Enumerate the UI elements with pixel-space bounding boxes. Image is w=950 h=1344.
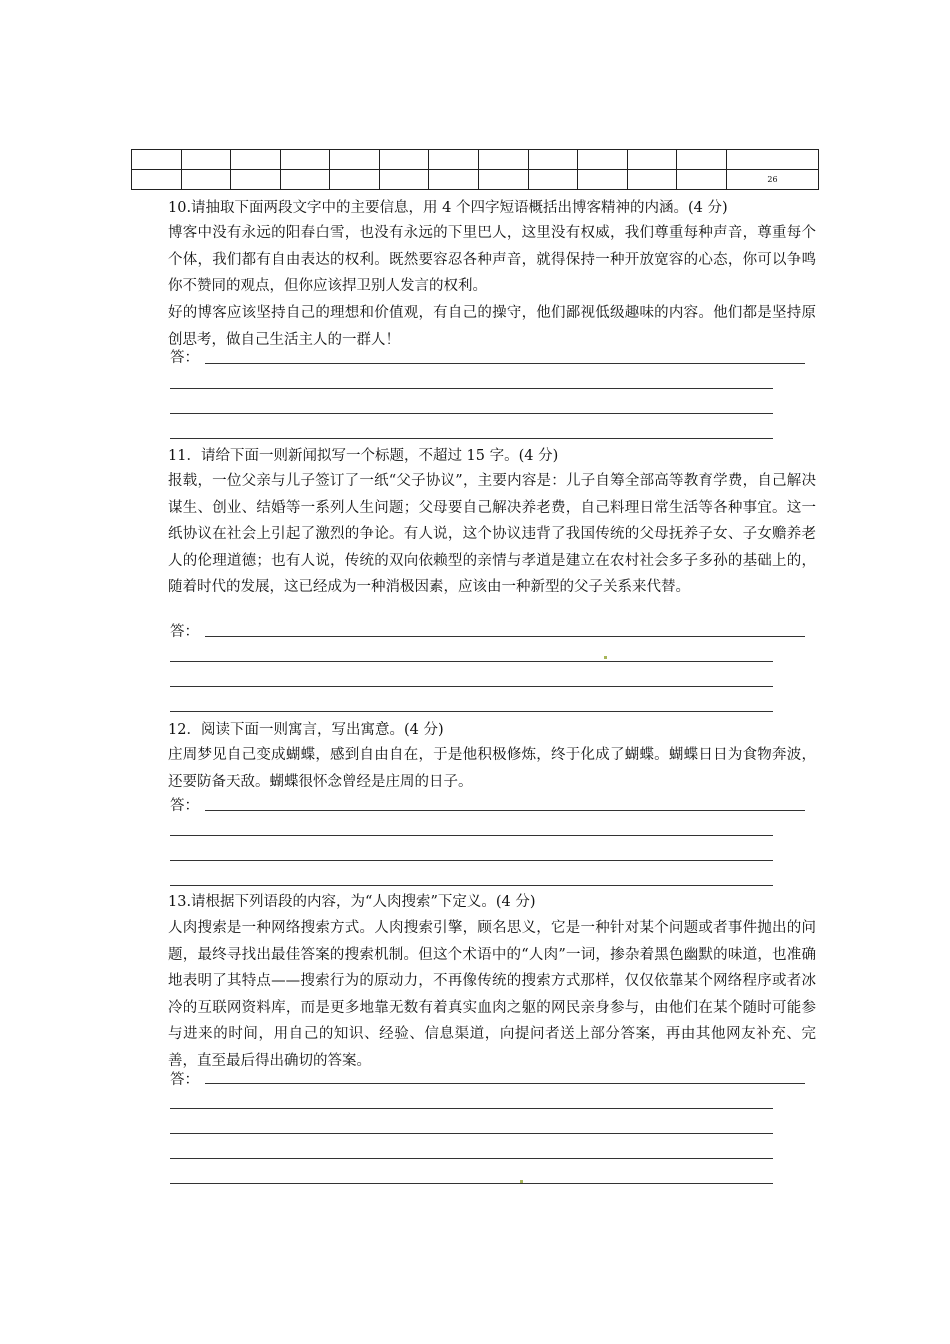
grid-row [132, 170, 819, 190]
grid-cell [528, 150, 578, 170]
speck-mark [520, 1180, 523, 1183]
grid-cell [479, 150, 529, 170]
grid-cell [181, 150, 231, 170]
grid-cell [280, 150, 330, 170]
answer-line[interactable] [170, 1158, 773, 1159]
grid-cell [677, 170, 727, 190]
answer-line[interactable] [170, 1133, 773, 1134]
question-13-answer-label: 答： [170, 1072, 199, 1088]
grid-cell [330, 170, 380, 190]
question-11-heading: 11．请给下面一则新闻拟写一个标题，不超过 15 字。(4 分) [168, 448, 559, 464]
grid-cell [528, 170, 578, 190]
grid-cell [578, 150, 628, 170]
answer-line[interactable] [205, 810, 805, 811]
grid-cell [727, 150, 819, 170]
answer-line[interactable] [205, 1083, 805, 1084]
grid-cell [181, 170, 231, 190]
question-10-paragraph-1: 博客中没有永远的阳春白雪，也没有永远的下里巴人，这里没有权威，我们尊重每种声音，尊重每个个体，我们都有自由表达的权利。既然要容忍各种声音，就得保持一种开放宽容的心态，你可以争鸣你不赞同的观点，但你应该捍卫别人发言的权利。 [168, 225, 816, 294]
question-12-paragraph: 庄周梦见自己变成蝴蝶，感到自由自在，于是他积极修炼，终于化成了蝴蝶。蝴蝶日日为食物奔波，还要防备天敌。蝴蝶很怀念曾经是庄周的日子。 [168, 747, 816, 790]
grid-cell [479, 170, 529, 190]
answer-line[interactable] [170, 860, 773, 861]
grid-cell [429, 170, 479, 190]
answer-line[interactable] [170, 1183, 773, 1184]
answer-line[interactable] [170, 686, 773, 687]
grid-cell [330, 150, 380, 170]
answer-line[interactable] [170, 413, 773, 414]
answer-line[interactable] [170, 388, 773, 389]
grid-cell [231, 150, 281, 170]
answer-line[interactable] [170, 1108, 773, 1109]
question-12-answer-label: 答： [170, 798, 199, 814]
answer-line[interactable] [205, 363, 805, 364]
grid-cell [627, 150, 677, 170]
grid-cell [379, 170, 429, 190]
answer-line[interactable] [170, 885, 773, 886]
question-13-heading: 13.请根据下列语段的内容，为“人肉搜索”下定义。(4 分) [168, 894, 536, 910]
question-12-heading: 12．阅读下面一则寓言，写出寓意。(4 分) [168, 722, 444, 738]
answer-line[interactable] [170, 661, 773, 662]
question-10-answer-label: 答： [170, 350, 199, 366]
question-11-answer-label: 答： [170, 624, 199, 640]
answer-grid-table [131, 149, 819, 190]
grid-cell [578, 170, 628, 190]
question-13-paragraph: 人肉搜索是一种网络搜索方式。人肉搜索引擎，顾名思义，它是一种针对某个问题或者事件抛出的问题，最终寻找出最佳答案的搜索机制。但这个术语中的“人肉”一词，掺杂着黑色幽默的味道，也准确地表明了其特点——搜索行为的原动力，不再像传统的搜索方式那样，仅仅依靠某个网络程序或者冰冷的互联网资料库，而是更多地靠无数有着真实血肉之躯的网民亲身参与，由他们在某个随时可能参与进来的时间，用自己的知识、经验、信息渠道，向提问者送上部分答案，再由其他网友补充、完善，直至最后得出确切的答案。 [168, 920, 816, 1069]
grid-cell [677, 150, 727, 170]
answer-line[interactable] [205, 636, 805, 637]
answer-line[interactable] [170, 438, 773, 439]
grid-cell [429, 150, 479, 170]
grid-cell [132, 170, 182, 190]
grid-cell [379, 150, 429, 170]
grid-cell [132, 150, 182, 170]
answer-line[interactable] [170, 711, 773, 712]
question-10-paragraph-2: 好的博客应该坚持自己的理想和价值观，有自己的操守，他们鄙视低级趣味的内容。他们都是坚持原创思考，做自己生活主人的一群人！ [168, 305, 816, 348]
grid-row [132, 150, 819, 170]
question-11-paragraph: 报载，一位父亲与儿子签订了一纸“父子协议”，主要内容是：儿子自筹全部高等教育学费，自己解决谋生、创业、结婚等一系列人生问题；父母要自己解决养老费，自己料理日常生活等各种事宜。这一纸协议在社会上引起了激烈的争论。有人说，这个协议违背了我国传统的父母抚养子女、子女赡养老人的伦理道德；也有人说，传统的双向依赖型的亲情与孝道是建立在农村社会多子多孙的基础上的，随着时代的发展，这已经成为一种消极因素，应该由一种新型的父子关系来代替。 [168, 473, 816, 595]
answer-line[interactable] [170, 835, 773, 836]
grid-cell [280, 170, 330, 190]
grid-cell [627, 170, 677, 190]
grid-page-number: 26 [727, 170, 819, 190]
grid-cell [231, 170, 281, 190]
speck-mark [604, 656, 607, 659]
question-10-heading: 10.请抽取下面两段文字中的主要信息，用 4 个四字短语概括出博客精神的内涵。(4 分) [168, 200, 728, 216]
